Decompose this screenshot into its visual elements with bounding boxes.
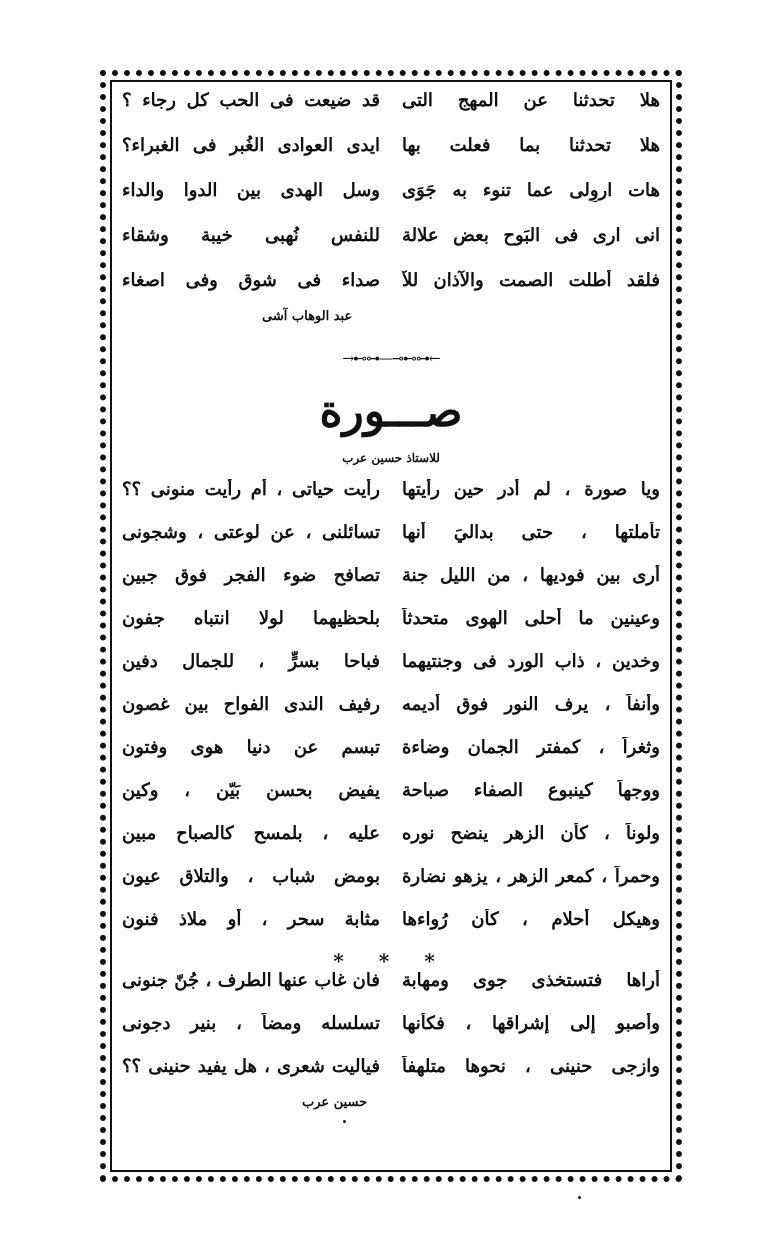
hemistich-right: وعينين ما أحلى الهوى متحدثاً — [402, 608, 660, 629]
hemistich-left: فباحا بسرٍّ ، للجمال دفين — [122, 651, 380, 672]
hemistich-left: بلحظيهما لولا انتباه جفون — [122, 608, 380, 629]
hemistich-right: أراها فتستخذى جوى ومهابة — [402, 970, 660, 991]
section-separator: * * * — [333, 949, 449, 973]
verse — [122, 1013, 660, 1056]
hemistich-right: ويا صورة ، لم أدر حين رأيتها — [402, 479, 660, 500]
verse — [122, 780, 660, 823]
verse — [122, 970, 660, 1013]
hemistich-left: تسلسله ومضاً ، بنير دجونى — [122, 1013, 380, 1034]
hemistich-left: تصافح ضوء الفجر فوق جبين — [122, 565, 380, 586]
hemistich-right: أرى بين فوديها ، من الليل جنة — [402, 565, 660, 586]
verse — [122, 651, 660, 694]
hemistich-right: تأملتها ، حتى بداليَ أنها — [402, 522, 660, 543]
print-speck — [343, 1120, 346, 1123]
hemistich-left: فان غاب عنها الطرف ، جُنّ جنونى — [122, 970, 380, 991]
hemistich-left: يفيض بحسن بَيّن ، وكين — [122, 780, 380, 801]
main-poem-signature: حسين عرب — [302, 1095, 368, 1110]
verse — [122, 565, 660, 608]
hemistich-left: عليه ، بلمسح كالصباح مبين — [122, 823, 380, 844]
verse — [122, 225, 660, 270]
verse — [122, 737, 660, 780]
hemistich-left: بومض شباب ، والتلاق عيون — [122, 866, 380, 887]
ornamental-divider: →⊷⊶—⊸⊷⊶← — [342, 351, 440, 367]
hemistich-right: ووجهاً كينبوع الصفاء صباحة — [402, 780, 660, 801]
hemistich-right: وحمراً ، كمعر الزهر ، يزهو نضارة — [402, 866, 660, 887]
hemistich-left: تبسم عن دنيا هوى وفتون — [122, 737, 380, 758]
poem-title: صـــورة — [319, 386, 463, 437]
hemistich-right: وأصبو إلى إشراقها ، فكأنها — [402, 1013, 660, 1034]
verse — [122, 823, 660, 866]
hemistich-left: قد ضيعت فى الحب كل رجاء ؟ — [122, 90, 380, 111]
hemistich-left: رفيف الندى الفواح بين غصون — [122, 694, 380, 715]
verse — [122, 608, 660, 651]
hemistich-right: هلا تحدثنا عن المهج التى — [402, 90, 660, 111]
top-poem — [122, 90, 660, 333]
document-page — [122, 90, 660, 1160]
verse — [122, 180, 660, 225]
verse — [122, 522, 660, 565]
poem-byline: للاستاذ حسين عرب — [342, 451, 440, 465]
verse — [122, 1056, 660, 1099]
hemistich-right: وثغراً ، كمفتر الجمان وضاءة — [402, 737, 660, 758]
print-speck — [578, 1196, 581, 1199]
hemistich-left: تسائلنى ، عن لوعتى ، وشجونى — [122, 522, 380, 543]
verse — [122, 694, 660, 737]
hemistich-right: وخدين ، ذاب الورد فى وجنتيهما — [402, 651, 660, 672]
verse — [122, 479, 660, 522]
top-poem-signature: عبد الوهاب آشى — [262, 309, 353, 324]
hemistich-left: فياليت شعرى ، هل يفيد حنينى ؟؟ — [122, 1056, 380, 1077]
verse — [122, 90, 660, 135]
hemistich-left: مثابة سحر ، أو ملاذ فنون — [122, 909, 380, 930]
hemistich-right: هلا تحدثنا بما فعلت بها — [402, 135, 660, 156]
hemistich-right: وهيكل أحلام ، كأن رُواءها — [402, 909, 660, 930]
hemistich-left: وسل الهدى بين الدوا والداء — [122, 180, 380, 201]
verse — [122, 909, 660, 952]
hemistich-right: وازجى حنينى ، نحوها متلهفاً — [402, 1056, 660, 1077]
hemistich-right: انى ارى فى البَوح بعض علالة — [402, 225, 660, 246]
hemistich-right: وأنفاً ، يرف النور فوق أديمه — [402, 694, 660, 715]
hemistich-left: صداء فى شوق وفى اصغاء — [122, 270, 380, 291]
hemistich-right: هات اروِلى عما تنوء به جَوَى — [402, 180, 660, 201]
verse — [122, 866, 660, 909]
verse — [122, 135, 660, 180]
main-poem — [122, 479, 660, 1121]
hemistich-left: للنفس نُهبى خيبة وشقاء — [122, 225, 380, 246]
hemistich-left: ايدى العوادى الغُبر فى الغبراء؟ — [122, 135, 380, 156]
hemistich-right: ولوناً ، كأن الزهر ينضح نوره — [402, 823, 660, 844]
hemistich-left: رأيت حياتى ، أم رأيت منونى ؟؟ — [122, 479, 380, 500]
hemistich-right: فلقد أطلت الصمت والآذان للآ — [402, 270, 660, 291]
